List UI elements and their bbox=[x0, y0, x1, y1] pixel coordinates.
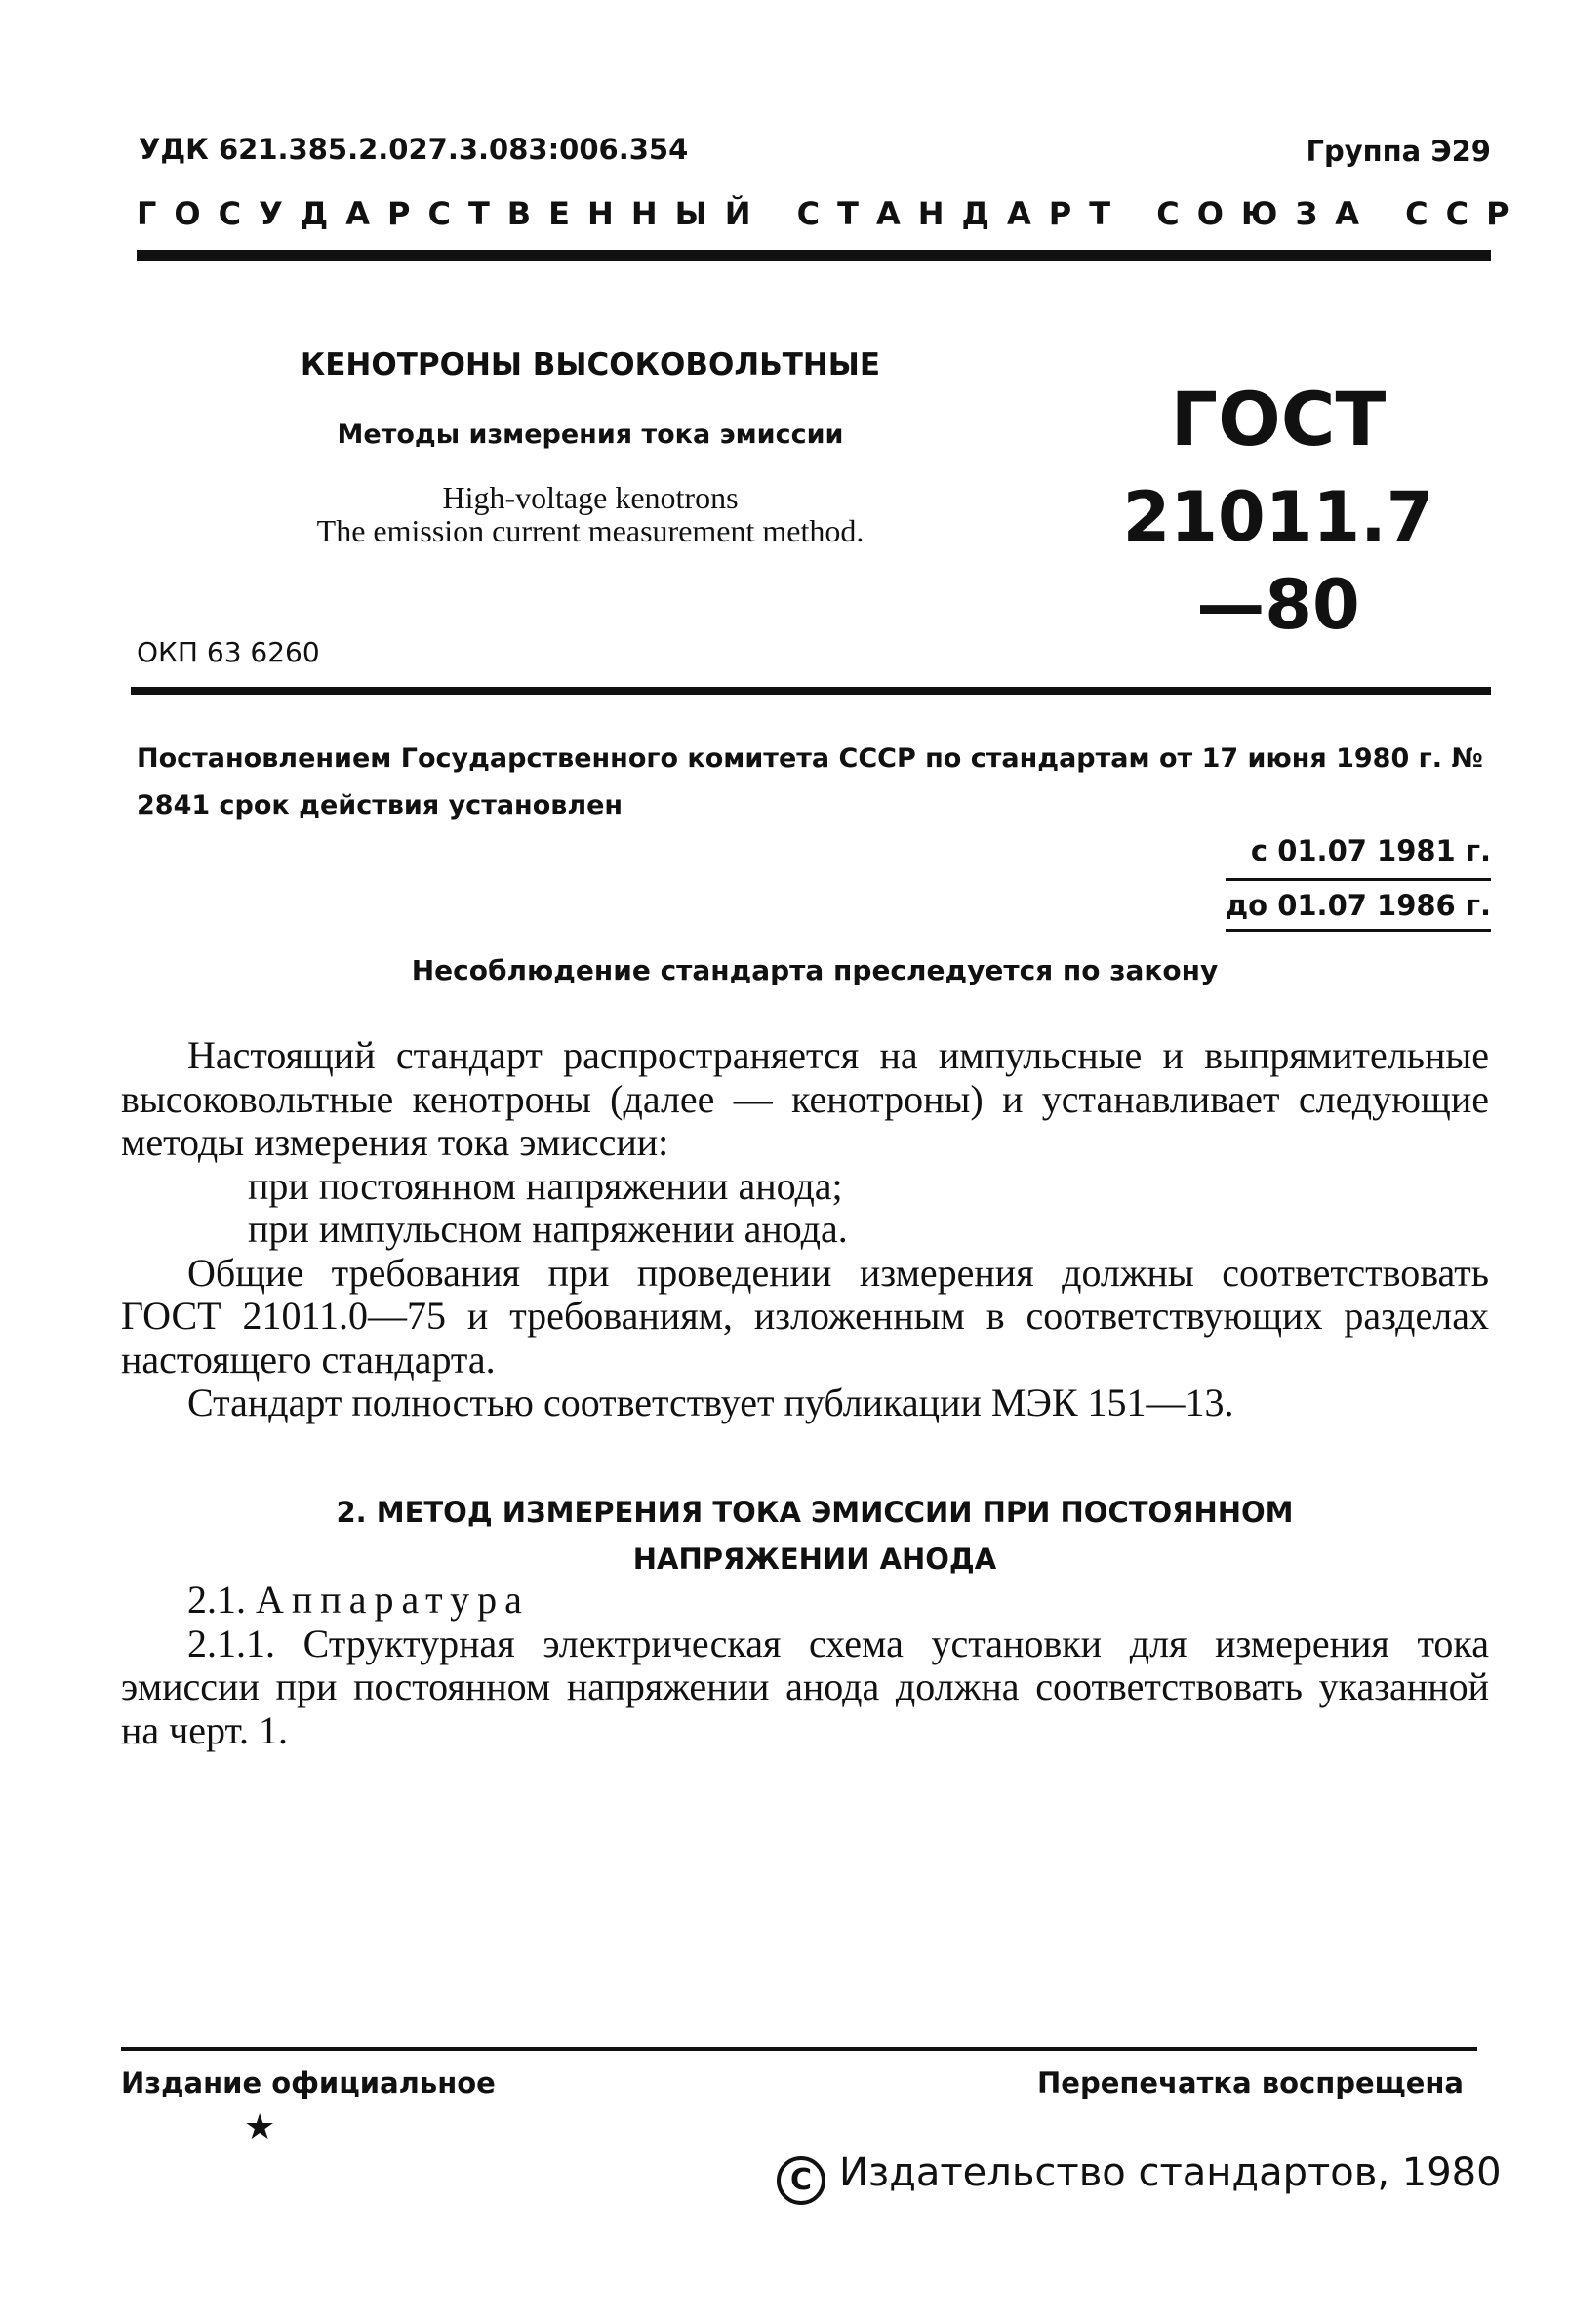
general-requirements-paragraph: Общие требования при проведении измерения должны соответствовать ГОСТ 21011.0—75 и требованиям, изложенным в соответствующих разделах настоящего стандарта. bbox=[121, 1250, 1489, 1382]
date-underline-2 bbox=[1226, 929, 1491, 932]
intro-paragraph: Настоящий стандарт распространяется на импульсные и выпрямительные высоковольтные кенотроны (далее — кенотроны) и устанавливает следующие методы измерения тока эмиссии: bbox=[121, 1033, 1489, 1164]
copyright-line bbox=[777, 2150, 1502, 2205]
header-rule bbox=[137, 250, 1491, 261]
state-standard-banner: ГОСУДАРСТВЕННЫЙ СТАНДАРТ СОЮЗА ССР bbox=[137, 195, 1527, 232]
gost-label: ГОСТ bbox=[1170, 376, 1387, 462]
section-2-body bbox=[121, 1579, 1489, 1752]
method-item-2: при импульсном напряжении анода. bbox=[248, 1207, 848, 1251]
title-en-line-2: The emission current measurement method. bbox=[316, 513, 865, 548]
subsection-2-1-heading bbox=[121, 1579, 1489, 1623]
official-edition: Издание официальное bbox=[121, 2066, 496, 2100]
subsection-number: 2.1. bbox=[187, 1578, 246, 1622]
subtitle-ru: Методы измерения тока эмиссии bbox=[337, 420, 844, 450]
group-code: Группа Э29 bbox=[1306, 135, 1491, 168]
publisher: Издательство стандартов, 1980 bbox=[839, 2150, 1502, 2195]
section-2-heading bbox=[137, 1489, 1493, 1583]
title-ru: КЕНОТРОНЫ ВЫСОКОВОЛЬТНЫЕ bbox=[300, 347, 881, 382]
title-en-line-1: High-voltage kenotrons bbox=[442, 480, 739, 515]
clause-2-1-1: 2.1.1. Структурная электрическая схема установки для измерения тока эмиссии при постоянном напряжении анода должна соответствовать указанной на черт. 1. bbox=[121, 1621, 1489, 1752]
footer-rule bbox=[121, 2047, 1477, 2051]
section-2-heading-line-2: НАПРЯЖЕНИИ АНОДА bbox=[632, 1543, 997, 1576]
date-to: до 01.07 1986 г. bbox=[1225, 889, 1491, 922]
udk-code: УДК 621.385.2.027.3.083:006.354 bbox=[139, 133, 689, 166]
title-en bbox=[234, 481, 946, 547]
section-2-heading-line-1: 2. МЕТОД ИЗМЕРЕНИЯ ТОКА ЭМИССИИ ПРИ ПОСТОЯННОМ bbox=[336, 1496, 1294, 1529]
reprint-prohibited: Перепечатка воспрещена bbox=[1037, 2066, 1464, 2100]
title-block bbox=[234, 347, 946, 547]
star-icon: ★ bbox=[244, 2107, 276, 2147]
date-underline-1 bbox=[1226, 878, 1491, 881]
copyright-icon: C bbox=[777, 2156, 825, 2205]
iec-compliance-paragraph: Стандарт полностью соответствует публикации МЭК 151—13. bbox=[187, 1381, 1234, 1424]
gost-number: 21011.7—80 bbox=[1122, 477, 1434, 645]
legal-warning: Несоблюдение стандарта преследуется по закону bbox=[411, 954, 1219, 986]
date-from: с 01.07 1981 г. bbox=[1250, 834, 1491, 867]
decree-text: Постановлением Государственного комитета СССР по стандартам от 17 июня 1980 г. № 2841 срок действия установлен bbox=[137, 743, 1483, 821]
intro-body bbox=[121, 1034, 1489, 1425]
divider-rule bbox=[131, 687, 1491, 695]
subsection-title: Аппаратура bbox=[256, 1578, 530, 1622]
method-item-1: при постоянном напряжении анода; bbox=[248, 1163, 843, 1208]
okp-code: ОКП 63 6260 bbox=[137, 636, 320, 668]
gost-designation bbox=[1093, 376, 1464, 649]
